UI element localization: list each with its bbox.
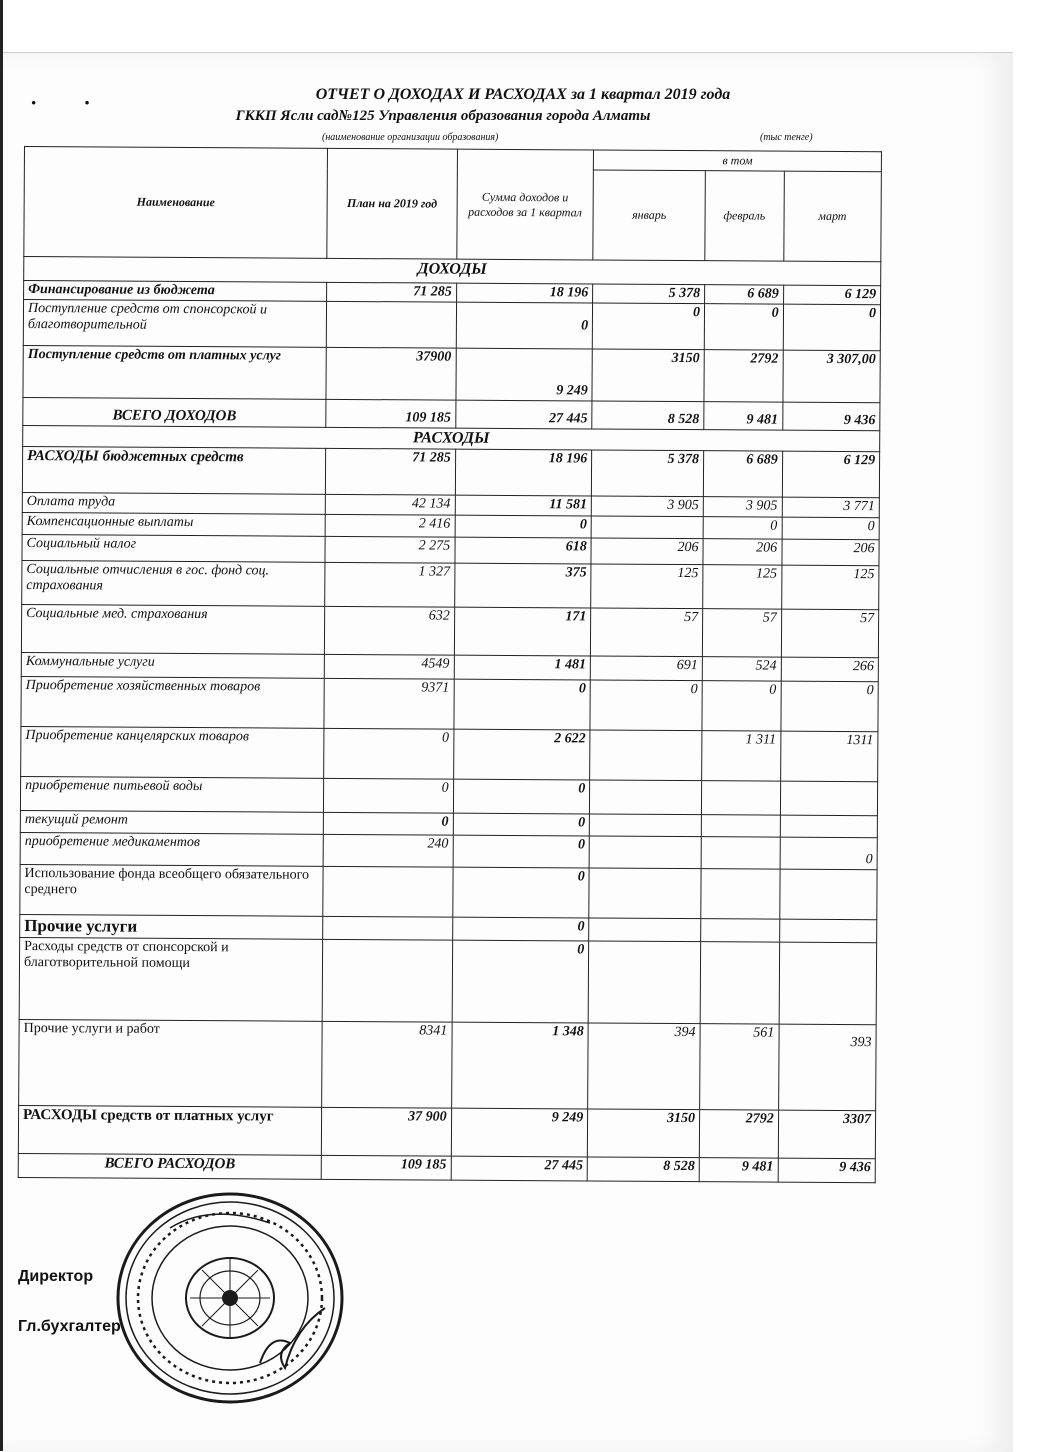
row-jan [590, 780, 702, 815]
row-mar [780, 815, 877, 838]
row-plan: 109 185 [321, 1155, 451, 1180]
row-jan: 3 905 [591, 496, 703, 517]
row-plan: 0 [324, 812, 453, 835]
row-jan [591, 516, 703, 539]
row-jan [590, 730, 702, 781]
row-mar: 9 436 [778, 1158, 876, 1183]
col-header-feb: февраль [705, 171, 784, 261]
table-row [23, 345, 880, 402]
row-sum: 618 [455, 537, 592, 564]
row-feb [701, 869, 780, 919]
row-feb: 6 689 [703, 451, 782, 497]
row-sum: 18 196 [456, 283, 593, 303]
col-header-sum: Сумма доходов и расходов за 1 квартал [456, 149, 593, 260]
row-feb: 9 481 [704, 402, 783, 430]
row-feb: 206 [703, 539, 782, 565]
table-row [21, 676, 878, 731]
row-jan: 394 [588, 1023, 700, 1110]
row-mar: 206 [782, 539, 880, 566]
col-header-jan: январь [593, 170, 705, 261]
table-row [20, 832, 877, 869]
col-header-plan: План на 2019 год [327, 148, 457, 259]
row-feb: 1 311 [702, 731, 781, 781]
row-mar: 0 [782, 517, 879, 540]
table-row [20, 776, 877, 815]
row-feb: 3 905 [703, 497, 782, 517]
row-feb [700, 942, 779, 1024]
col-header-mar: март [783, 171, 881, 262]
row-sum: 11 581 [455, 495, 592, 516]
row-feb: 6 689 [705, 285, 784, 304]
row-sum: 27 445 [451, 1156, 588, 1181]
row-sum: 171 [454, 607, 591, 656]
row-mar: 3307 [778, 1110, 876, 1159]
table-row [21, 604, 878, 657]
row-jan [589, 868, 701, 919]
row-jan: 5 378 [592, 450, 704, 497]
table-row [19, 1019, 877, 1110]
row-plan: 37900 [326, 347, 456, 400]
row-jan: 0 [592, 303, 704, 350]
row-jan: 125 [591, 564, 703, 609]
row-name: Социальные отчисления в гос. фонд соц. страхования [22, 560, 326, 606]
row-feb: 57 [702, 609, 781, 657]
row-name: Использование фонда всеобщего обязательного среднего [20, 864, 324, 916]
row-feb: 2792 [699, 1110, 778, 1158]
row-sum: 375 [454, 563, 591, 608]
row-mar: 1311 [780, 731, 878, 782]
row-plan: 4549 [325, 654, 455, 679]
row-name: Социальный налог [22, 534, 325, 562]
row-jan [589, 836, 701, 869]
row-feb: 2792 [704, 350, 783, 402]
row-name: Прочие услуги [20, 914, 323, 939]
row-sum: 2 622 [453, 729, 590, 780]
row-name: Социальные мед. страхования [21, 604, 325, 654]
table-row [23, 300, 880, 351]
row-name: приобретение питьевой воды [20, 776, 323, 812]
table-row [22, 446, 879, 497]
row-sum: 0 [452, 867, 589, 918]
row-name: ВСЕГО РАСХОДОВ [18, 1153, 321, 1179]
row-mar: 6 129 [783, 285, 880, 305]
row-mar: 393 [778, 1024, 876, 1111]
row-feb: 561 [700, 1024, 779, 1110]
row-plan: 9371 [324, 678, 454, 729]
table-row [20, 864, 877, 919]
row-sum: 0 [452, 940, 589, 1023]
unit-caption: (тыс тенге) [760, 132, 813, 143]
director-label: Директор [18, 1268, 94, 1285]
row-plan [327, 301, 457, 348]
row-mar: 57 [781, 609, 879, 658]
row-sum: 0 [453, 835, 590, 868]
row-feb: 0 [704, 304, 783, 350]
row-mar: 0 [781, 681, 879, 732]
row-plan: 0 [324, 728, 454, 779]
row-sum: 0 [453, 779, 590, 814]
row-name: РАСХОДЫ средств от платных услуг [18, 1105, 322, 1155]
row-name: Поступление средств от спонсорской и благотворительной [23, 300, 327, 348]
row-name: Приобретение хозяйственных товаров [21, 676, 325, 728]
row-jan: 8 528 [592, 401, 704, 430]
row-name: Коммунальные услуги [21, 652, 324, 678]
row-name: текущий ремонт [20, 810, 323, 834]
row-sum: 0 [455, 515, 592, 538]
row-sum: 0 [454, 679, 591, 730]
row-feb [701, 815, 780, 837]
row-sum: 0 [453, 813, 590, 836]
row-plan: 71 285 [326, 448, 456, 495]
row-jan: 8 528 [587, 1157, 699, 1182]
report-table [18, 146, 882, 1183]
row-sum: 1 481 [454, 655, 591, 680]
row-plan: 71 285 [327, 282, 456, 302]
row-jan: 206 [591, 538, 703, 565]
row-sum: 18 196 [455, 449, 592, 496]
row-jan: 3150 [592, 349, 704, 402]
row-jan: 5 378 [593, 284, 705, 304]
row-plan: 37 900 [322, 1107, 452, 1156]
row-name: РАСХОДЫ бюджетных средств [22, 446, 326, 494]
table-row-total-expenses [18, 1153, 875, 1182]
row-mar [779, 919, 876, 943]
organization-name: ГККП Ясли сад№125 Управления образования города Алматы [235, 108, 651, 124]
row-name: Оплата труда [22, 492, 325, 514]
row-feb: 125 [703, 565, 782, 609]
row-plan: 632 [325, 606, 455, 655]
row-name: ВСЕГО ДОХОДОВ [23, 397, 326, 427]
row-name: Финансирование из бюджета [24, 281, 327, 302]
row-feb [701, 919, 780, 942]
row-jan [589, 918, 701, 942]
row-mar: 0 [780, 837, 878, 870]
row-plan: 109 185 [326, 399, 456, 428]
table-row [19, 937, 876, 1024]
row-plan: 8341 [322, 1021, 452, 1108]
row-sum: 1 348 [451, 1022, 588, 1109]
row-name: Поступление средств от платных услуг [23, 345, 327, 399]
row-name: Приобретение канцелярских товаров [21, 726, 325, 778]
org-caption: (наименование организации образования) [322, 132, 499, 143]
row-jan: 0 [590, 680, 702, 731]
row-name: Прочие услуги и работ [19, 1019, 323, 1107]
row-plan: 42 134 [326, 494, 455, 515]
row-plan [322, 939, 452, 1022]
row-plan: 2 275 [325, 536, 455, 563]
row-sum: 27 445 [455, 400, 592, 429]
section-expenses: РАСХОДЫ [23, 425, 880, 451]
table-row [18, 1105, 875, 1158]
row-mar: 9 436 [782, 402, 880, 431]
row-name: Компенсационные выплаты [22, 512, 325, 536]
row-mar [779, 942, 877, 1025]
row-feb: 9 481 [699, 1158, 778, 1182]
row-mar: 3 771 [782, 497, 879, 518]
row-jan: 3150 [588, 1109, 700, 1158]
row-mar: 266 [781, 657, 879, 682]
row-plan: 2 416 [325, 514, 454, 537]
row-mar [779, 869, 877, 920]
table-row [21, 726, 878, 781]
row-plan: 0 [324, 778, 454, 813]
row-plan [323, 916, 452, 940]
official-seal-stamp [110, 1188, 350, 1408]
report-title: ОТЧЕТ О ДОХОДАХ И РАСХОДАХ за 1 квартал 2019 года [315, 86, 731, 103]
row-jan: 57 [591, 608, 703, 657]
row-jan [590, 814, 702, 837]
row-sum: 9 249 [451, 1108, 588, 1157]
chief-accountant-label: Гл.бухгалтер [18, 1318, 121, 1335]
col-header-name: Наименование [24, 147, 328, 259]
row-mar: 3 307,00 [783, 350, 881, 403]
row-feb [701, 837, 780, 869]
row-feb [701, 781, 780, 815]
row-plan [323, 866, 453, 917]
row-sum: 0 [456, 302, 593, 349]
row-feb: 0 [703, 517, 782, 539]
row-jan: 691 [590, 656, 702, 681]
section-income: ДОХОДЫ [24, 257, 881, 286]
row-plan: 240 [323, 834, 453, 867]
table-row [22, 560, 879, 609]
row-feb: 524 [702, 657, 781, 681]
row-mar: 125 [781, 565, 879, 610]
scan-marks: ·· [30, 90, 137, 115]
row-mar [780, 781, 878, 816]
row-name: Расходы средств от спонсорской и благотворительной помощи [19, 937, 323, 1021]
row-sum: 9 249 [456, 348, 593, 401]
row-mar: 0 [783, 304, 881, 351]
row-sum: 0 [452, 917, 589, 941]
row-jan [588, 941, 700, 1024]
row-mar: 6 129 [782, 451, 880, 498]
col-header-including: в том [594, 150, 882, 172]
row-name: приобретение медикаментов [20, 832, 323, 866]
row-plan: 1 327 [325, 562, 455, 607]
row-feb: 0 [702, 681, 781, 731]
